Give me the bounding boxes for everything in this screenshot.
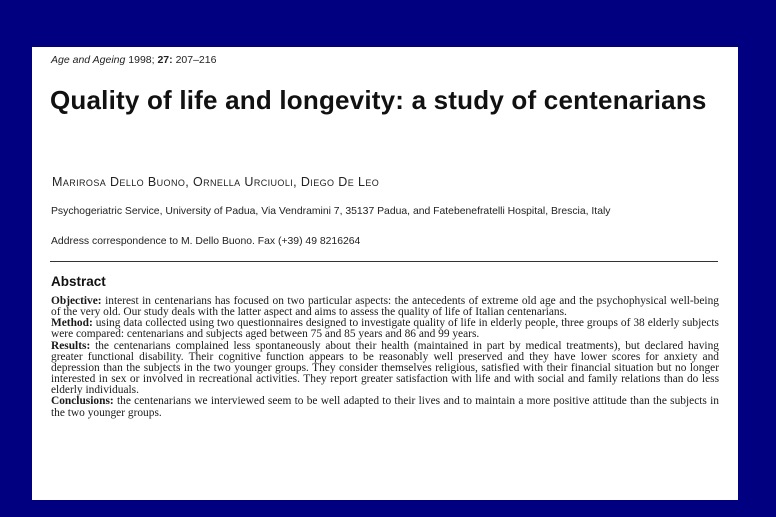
abstract-objective [51, 296, 719, 318]
journal-citation [51, 54, 216, 66]
journal-pages: 207–216 [175, 54, 217, 66]
abstract-method [51, 318, 719, 340]
section-label: Results: [51, 339, 91, 352]
journal-year: 1998; [128, 54, 155, 66]
abstract-results [51, 341, 719, 397]
section-label: Conclusions: [51, 395, 114, 408]
journal-name: Age and Ageing [51, 54, 126, 66]
section-text: the centenarians complained less spontaneously about their health (maintained in part by medical treatments), but declared having greater functional disability. Their cognitive function appears to be reasonably well preserved and they have lower scores for anxiety and depression than the subjects in the two younger groups. They consider themselves religious, satisfied with their financial situation but no longer interested in sex or involved in recreational activities. They report greater satisfaction with life and with social and family relations than do less elderly individuals. [51, 339, 719, 397]
divider [50, 261, 718, 262]
journal-volume: 27: [157, 54, 173, 66]
section-label: Objective: [51, 295, 102, 307]
abstract-body [51, 296, 719, 419]
section-text: interest in centenarians has focused on two particular aspects: the antecedents of extreme old age and the psychophysical well-being of the very old. Our study deals with the latter aspect and aims to assess the quality of life of Italian centenarians. [51, 295, 719, 319]
abstract-heading: Abstract [51, 274, 106, 289]
abstract-conclusions [51, 396, 719, 418]
paper-title: Quality of life and longevity: a study of centenarians [50, 85, 707, 115]
affiliation: Psychogeriatric Service, University of Padua, Via Vendramini 7, 35137 Padua, and Fatebenefratelli Hospital, Brescia, Italy [51, 206, 611, 217]
correspondence-address: Address correspondence to M. Dello Buono. Fax (+39) 49 8216264 [51, 236, 361, 247]
section-text: using data collected using two questionnaires designed to investigate quality of life in elderly people, three groups of 38 elderly subjects were compared: centenarians and subjects aged between 75 and 85 years and 86 and 99 years. [51, 317, 719, 341]
section-text: the centenarians we interviewed seem to be well adapted to their lives and to maintain a more positive attitude than the subjects in the two younger groups. [51, 395, 719, 419]
section-label: Method: [51, 317, 93, 330]
author-list: Marirosa Dello Buono, Ornella Urciuoli, Diego De Leo [52, 175, 380, 189]
paper-page [32, 47, 738, 500]
